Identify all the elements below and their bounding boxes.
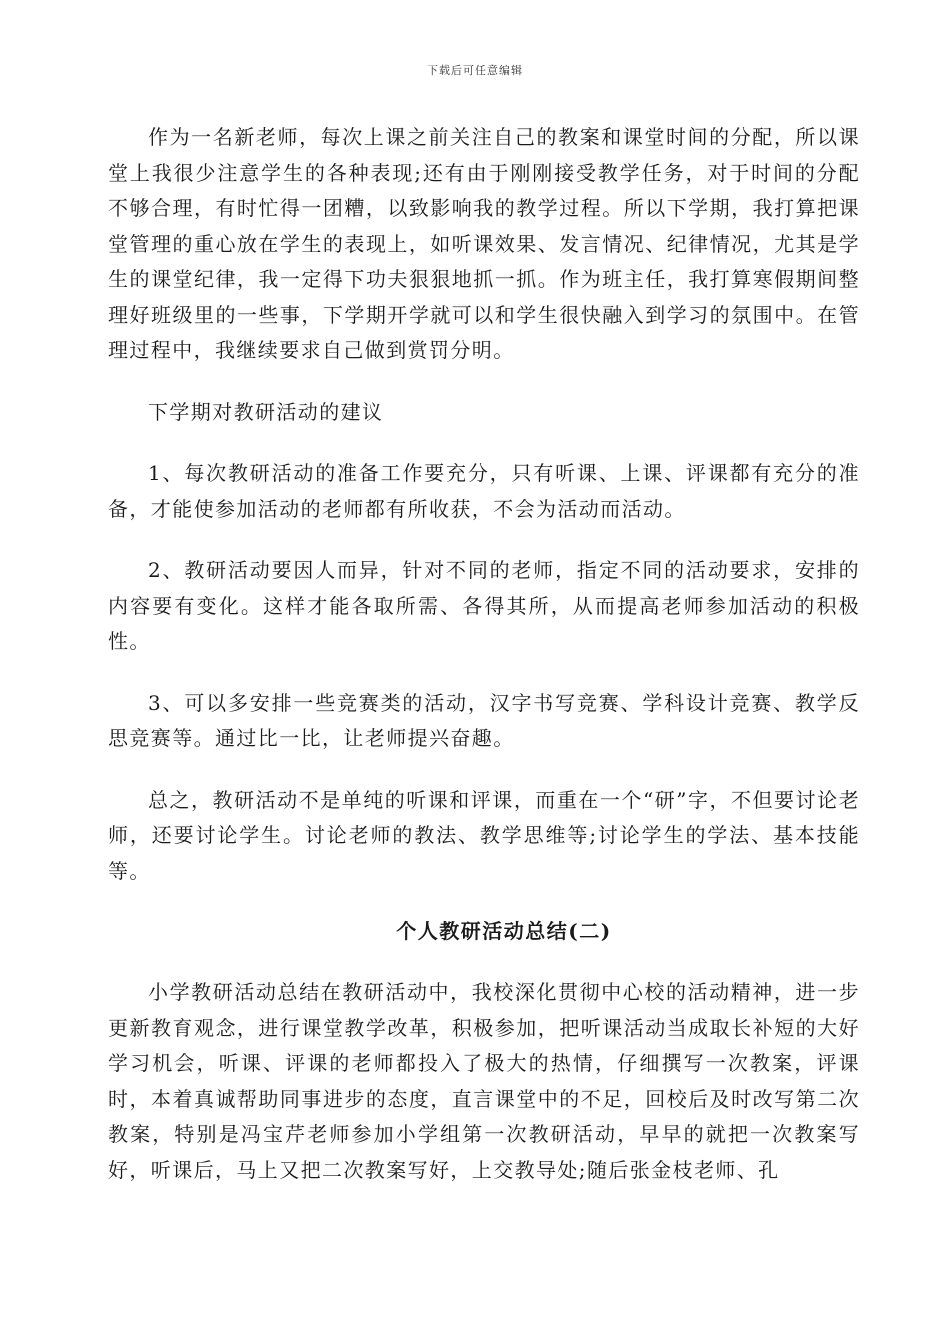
header-note: 下载后可任意编辑 — [427, 64, 523, 77]
paragraph-suggestion-3: 3、可以多安排一些竞赛类的活动，汉字书写竞赛、学科设计竞赛、教学反思竞赛等。通过比一比，让老师提兴奋趣。 — [108, 690, 860, 750]
section-title: 个人教研活动总结(二) — [396, 919, 612, 943]
paragraph-summary-two: 小学教研活动总结在教研活动中，我校深化贯彻中心校的活动精神，进一步更新教育观念，进行课堂教学改革，积极参加，把听课活动当成取长补短的大好学习机会，听课、评课的老师都投入了极大的热情，仔细撰写一次教案，评课时，本着真诚帮助同事进步的态度，直言课堂中的不足，回校后及时改写第二次教案，特别是冯宝芹老师参加小学组第一次教研活动，早早的就把一次教案写好，听课后，马上又把二次教案写好，上交教导处;随后张金枝老师、孔 — [108, 980, 860, 1182]
paragraph-suggestion-2: 2、教研活动要因人而异，针对不同的老师，指定不同的活动要求，安排的内容要有变化。这样才能各取所需、各得其所，从而提高老师参加活动的积极性。 — [108, 558, 860, 653]
paragraph-conclusion: 总之，教研活动不是单纯的听课和评课，而重在一个“研”字，不但要讨论老师，还要讨论学生。讨论老师的教法、教学思维等;讨论学生的学法、基本技能等。 — [108, 787, 860, 883]
document-body — [108, 120, 860, 1188]
paragraph-suggestion-1: 1、每次教研活动的准备工作要充分，只有听课、上课、评课都有充分的准备，才能使参加活动的老师都有所收获，不会为活动而活动。 — [108, 461, 860, 521]
paragraph-suggestions-heading: 下学期对教研活动的建议 — [148, 399, 384, 424]
paragraph-classroom-management: 作为一名新老师，每次上课之前关注自己的教案和课堂时间的分配，所以课堂上我很少注意学生的各种表现;还有由于刚刚接受教学任务，对于时间的分配不够合理，有时忙得一团糟，以致影响我的教学过程。所以下学期，我打算把课堂管理的重心放在学生的表现上，如听课效果、发言情况、纪律情况，尤其是学生的课堂纪律，我一定得下功夫狠狠地抓一抓。作为班主任，我打算寒假期间整理好班级里的一些事，下学期开学就可以和学生很快融入到学习的氛围中。在管理过程中，我继续要求自己做到赏罚分明。 — [108, 125, 860, 362]
